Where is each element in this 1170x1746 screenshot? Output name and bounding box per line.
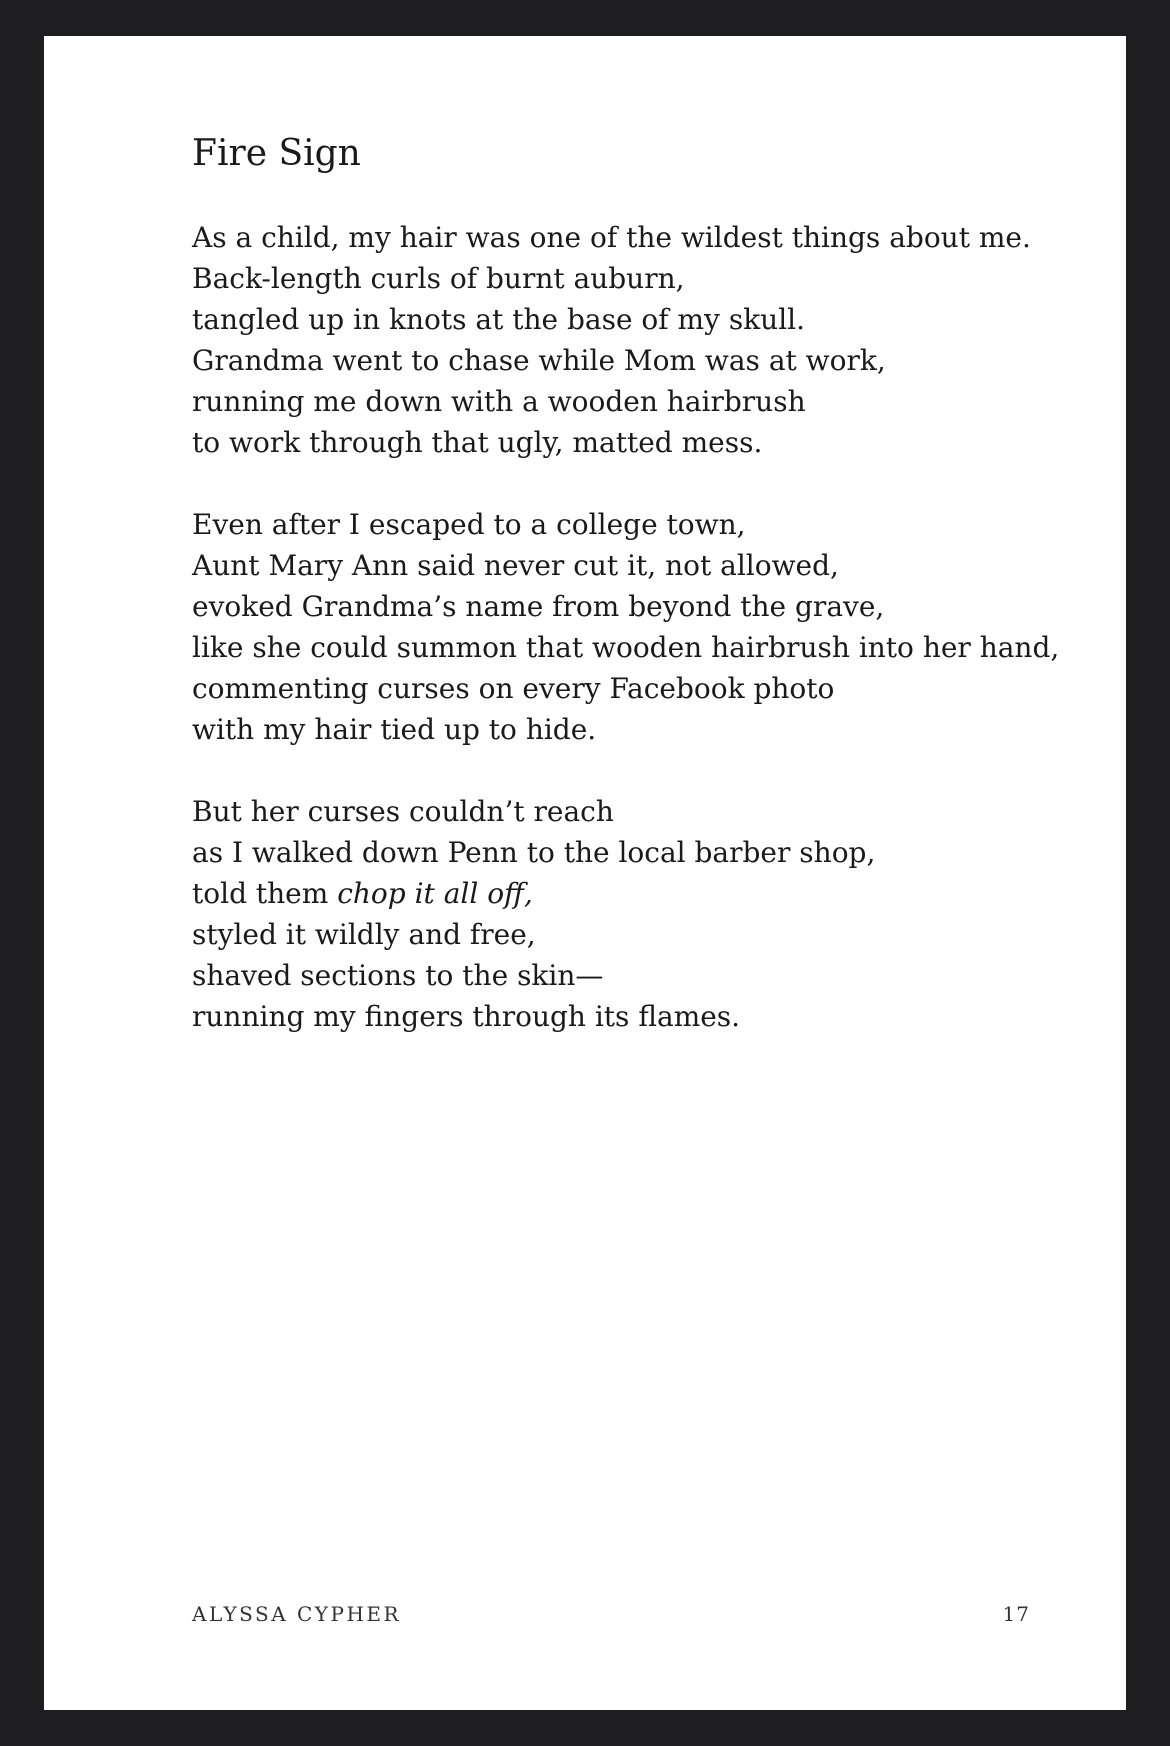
- poem-line: commenting curses on every Facebook photo: [192, 672, 835, 705]
- poem-line: like she could summon that wooden hairbrush into her hand,: [192, 631, 1060, 664]
- poem-body: [192, 217, 1092, 1078]
- poem-title: Fire Sign: [192, 133, 361, 174]
- poem-line: Aunt Mary Ann said never cut it, not allowed,: [192, 549, 839, 582]
- poem-line: as I walked down Penn to the local barber shop,: [192, 836, 876, 869]
- stanza-3: [192, 791, 1092, 1037]
- poem-line: running my fingers through its flames.: [192, 1000, 741, 1033]
- italic-phrase: chop it all off,: [337, 877, 533, 910]
- page-number: 17: [1002, 1602, 1030, 1626]
- poem-line-mixed: [192, 873, 1092, 914]
- poem-line: with my hair tied up to hide.: [192, 713, 597, 746]
- poem-line: But her curses couldn’t reach: [192, 795, 614, 828]
- poem-line: evoked Grandma’s name from beyond the grave,: [192, 590, 885, 623]
- stanza-1: [192, 217, 1092, 463]
- book-page: [44, 36, 1126, 1710]
- poem-line: styled it wildly and free,: [192, 918, 536, 951]
- poem-line: tangled up in knots at the base of my skull.: [192, 303, 806, 336]
- poem-line: Back-length curls of burnt auburn,: [192, 262, 685, 295]
- line-text: told them: [192, 877, 338, 910]
- poem-line: Even after I escaped to a college town,: [192, 508, 746, 541]
- poem-line: to work through that ugly, matted mess.: [192, 426, 763, 459]
- footer-author: ALYSSA CYPHER: [192, 1602, 402, 1626]
- poem-line: Grandma went to chase while Mom was at work,: [192, 344, 886, 377]
- poem-line: running me down with a wooden hairbrush: [192, 385, 806, 418]
- poem-line: As a child, my hair was one of the wildest things about me.: [192, 221, 1031, 254]
- stanza-2: [192, 504, 1092, 750]
- poem-line: shaved sections to the skin—: [192, 959, 604, 992]
